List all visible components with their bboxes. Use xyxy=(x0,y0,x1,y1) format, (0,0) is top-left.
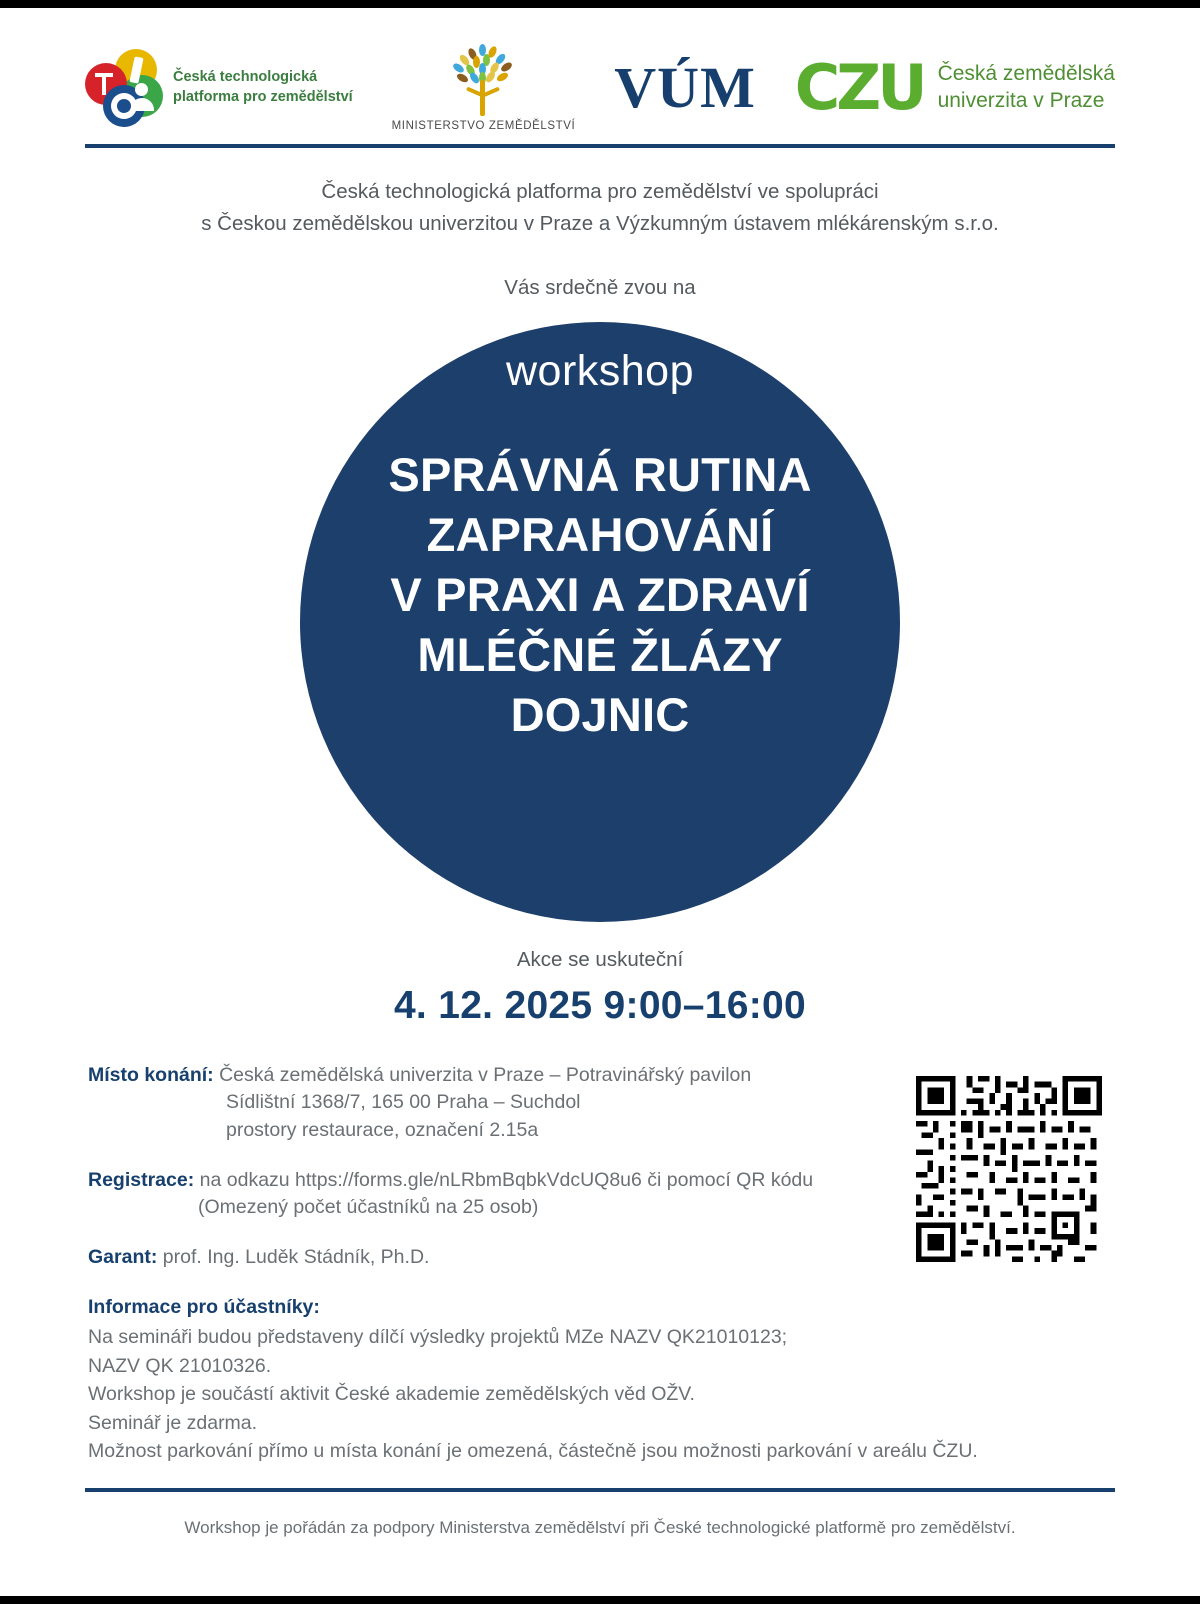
intro-text xyxy=(80,176,1120,240)
header-divider xyxy=(85,144,1115,148)
vum-logo xyxy=(614,55,756,120)
workshop-title-line-5: DOJNIC xyxy=(510,688,690,742)
venue-label: Místo konání: xyxy=(88,1063,214,1086)
registration-qr-code[interactable] xyxy=(916,1076,1102,1262)
participant-info-body xyxy=(88,1323,1112,1465)
tree-icon xyxy=(439,44,527,116)
ministry-logo-label: MINISTERSTVO ZEMĚDĚLSTVÍ xyxy=(391,120,576,132)
guarantor-label: Garant: xyxy=(88,1245,158,1268)
registration-limit: (Omezený počet účastníků na 25 osob) xyxy=(198,1196,539,1219)
intro-line1: Česká technologická platforma pro zemědělství ve spolupráci xyxy=(321,180,879,203)
screenshot-top-letterbox xyxy=(0,0,1200,8)
czu-logo xyxy=(794,51,1115,124)
title-circle-wrap xyxy=(80,322,1120,922)
footer-note: Workshop je pořádán za podpory Ministerstva zemědělství při České technologické platformě pro zemědělství. xyxy=(184,1517,1016,1537)
event-date: 4. 12. 2025 9:00–16:00 xyxy=(393,983,807,1027)
ctpz-logo-line1: Česká technologická xyxy=(173,69,318,86)
info-line-2: NAZV QK 21010326. xyxy=(88,1354,272,1377)
workshop-title-line-3: V PRAXI A ZDRAVÍ xyxy=(390,567,810,621)
workshop-title-line-1: SPRÁVNÁ RUTINA xyxy=(388,447,812,501)
ctpz-logo-text xyxy=(173,68,353,107)
venue-line2: Sídlištní 1368/7, 165 00 Praha – Suchdol xyxy=(226,1091,581,1114)
participant-info-heading: Informace pro účastníky: xyxy=(88,1295,320,1318)
czu-logo-mark: CZU xyxy=(794,51,924,124)
workshop-title-line-2: ZAPRAHOVÁNÍ xyxy=(426,507,774,561)
ministry-of-agriculture-logo xyxy=(392,44,576,132)
info-line-1: Na semináři budou představeny dílčí výsledky projektů MZe NAZV QK21010123; xyxy=(88,1326,788,1349)
registration-suffix: či pomocí QR kódu xyxy=(641,1168,814,1191)
registration-label: Registrace: xyxy=(88,1168,195,1191)
czu-logo-line1: Česká zemědělská xyxy=(937,62,1115,86)
venue-value1: Česká zemědělská univerzita v Praze – Potravinářský pavilon xyxy=(219,1063,752,1086)
guarantor-value: prof. Ing. Luděk Stádník, Ph.D. xyxy=(162,1245,430,1268)
registration-url[interactable]: https://forms.gle/nLRbmBqbkVdcUQ8u6 xyxy=(295,1168,642,1191)
czu-logo-line2: univerzita v Praze xyxy=(937,89,1105,112)
title-circle xyxy=(300,322,900,922)
intro-line2: s Českou zemědělskou univerzitou v Praze a Výzkumným ústavem mlékárenským s.r.o. xyxy=(201,211,999,235)
venue-line3: prostory restaurace, označení 2.15a xyxy=(226,1118,539,1141)
ctpz-logo xyxy=(85,49,353,127)
czu-logo-text xyxy=(938,61,1115,115)
vum-logo-text: VÚM xyxy=(614,55,756,120)
details-section xyxy=(80,1062,1120,1466)
workshop-kicker: workshop xyxy=(505,346,695,395)
ctpz-logo-line2: platforma pro zemědělství xyxy=(173,89,353,105)
poster-sheet xyxy=(0,8,1200,1596)
footer-divider xyxy=(85,1488,1115,1492)
info-line-5: Možnost parkování přímo u místa konání je omezená, částečně jsou možnosti parkování v areálu ČZU. xyxy=(88,1440,978,1463)
invite-text: Vás srdečně zvou na xyxy=(504,275,696,299)
info-line-3: Workshop je součástí aktivit České akademie zemědělských věd OŽV. xyxy=(88,1383,695,1406)
registration-prefix: na odkazu xyxy=(199,1168,296,1191)
workshop-title xyxy=(388,445,811,746)
workshop-title-line-4: MLÉČNÉ ŽLÁZY xyxy=(417,628,783,681)
ctpz-emblem-icon xyxy=(85,49,163,127)
date-intro-label: Akce se uskuteční xyxy=(516,947,684,971)
participant-info-block xyxy=(88,1294,1112,1466)
logo-row xyxy=(80,38,1120,138)
info-line-4: Seminář je zdarma. xyxy=(88,1411,258,1434)
screenshot-bottom-letterbox xyxy=(0,1596,1200,1604)
